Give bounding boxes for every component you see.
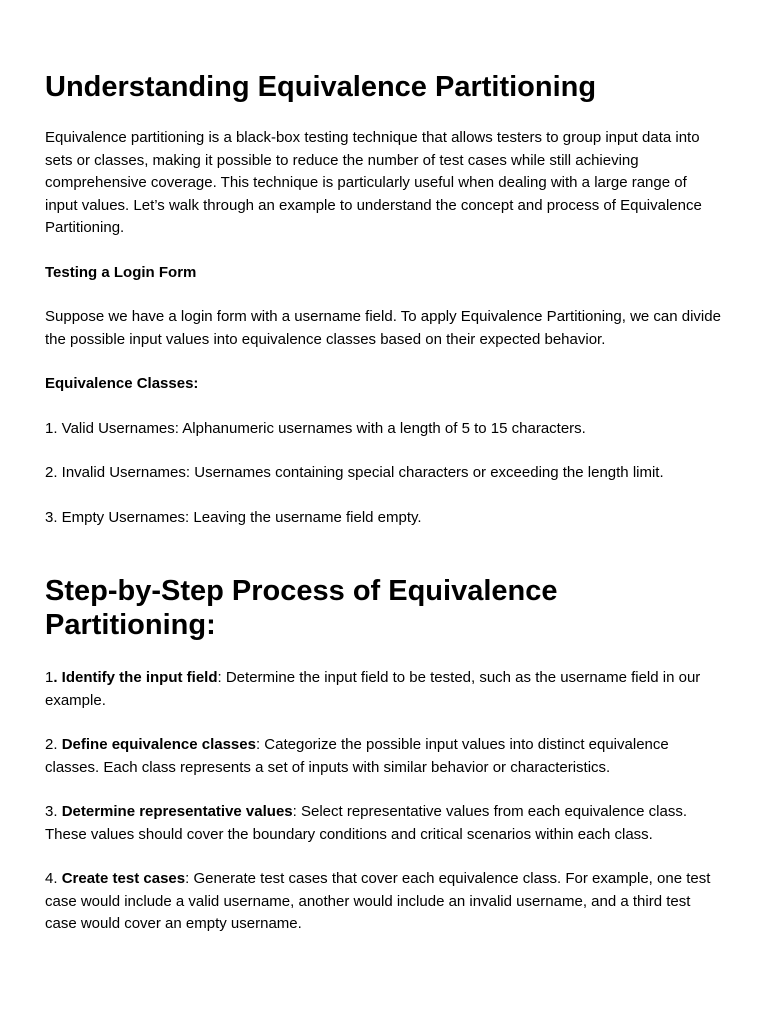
step-title: Determine representative values	[61, 803, 293, 820]
step-item-3	[45, 801, 723, 846]
subheading-equivalence-classes: Equivalence Classes:	[45, 375, 199, 392]
step-item-4	[45, 868, 723, 936]
step-text: : Categorize the possible input values into distinct equivalence classes. Each class represents a set of inputs with similar behavior or characteristics.	[45, 736, 669, 776]
step-text: : Determine the input field to be tested, such as the username field in our example.	[45, 669, 701, 709]
step-number: 4.	[45, 870, 62, 887]
step-item-2	[45, 734, 723, 779]
step-title: . Identify the input field	[53, 669, 218, 686]
step-number: 2.	[45, 736, 62, 753]
step-text: : Select representative values from each equivalence class. These values should cover the boundary conditions and critical scenarios within each class.	[45, 803, 688, 843]
step-item-1	[45, 667, 723, 712]
step-number: 3.	[45, 803, 62, 820]
steps-list	[45, 667, 723, 936]
section-title-step-by-step: Step-by-Step Process of Equivalence Partitioning:	[45, 575, 558, 641]
class-item-empty: 3. Empty Usernames: Leaving the username field empty.	[45, 508, 422, 526]
login-form-paragraph: Suppose we have a login form with a username field. To apply Equivalence Partitioning, we can divide the possible input values into equivalence classes based on their expected behavior.	[45, 308, 721, 348]
step-number: 1	[45, 669, 54, 686]
subheading-login-form: Testing a Login Form	[45, 263, 197, 281]
step-title: Define equivalence classes	[61, 736, 256, 753]
step-text: : Generate test cases that cover each equivalence class. For example, one test case would include a valid username, another would include an invalid username, and a third test case would cover an empty username.	[45, 870, 711, 932]
section-title-understanding: Understanding Equivalence Partitioning	[45, 71, 597, 103]
class-item-valid: 1. Valid Usernames: Alphanumeric usernames with a length of 5 to 15 characters.	[45, 419, 586, 437]
step-title: Create test cases	[61, 870, 186, 887]
class-item-invalid: 2. Invalid Usernames: Usernames containing special characters or exceeding the length limit.	[45, 464, 664, 481]
intro-paragraph: Equivalence partitioning is a black-box testing technique that allows testers to group input data into sets or classes, making it possible to reduce the number of test cases while still achieving comprehensive coverage. This technique is particularly useful when dealing with a large range of input values. Let’s walk through an example to understand the concept and process of Equivalence Partitioning.	[45, 129, 702, 236]
